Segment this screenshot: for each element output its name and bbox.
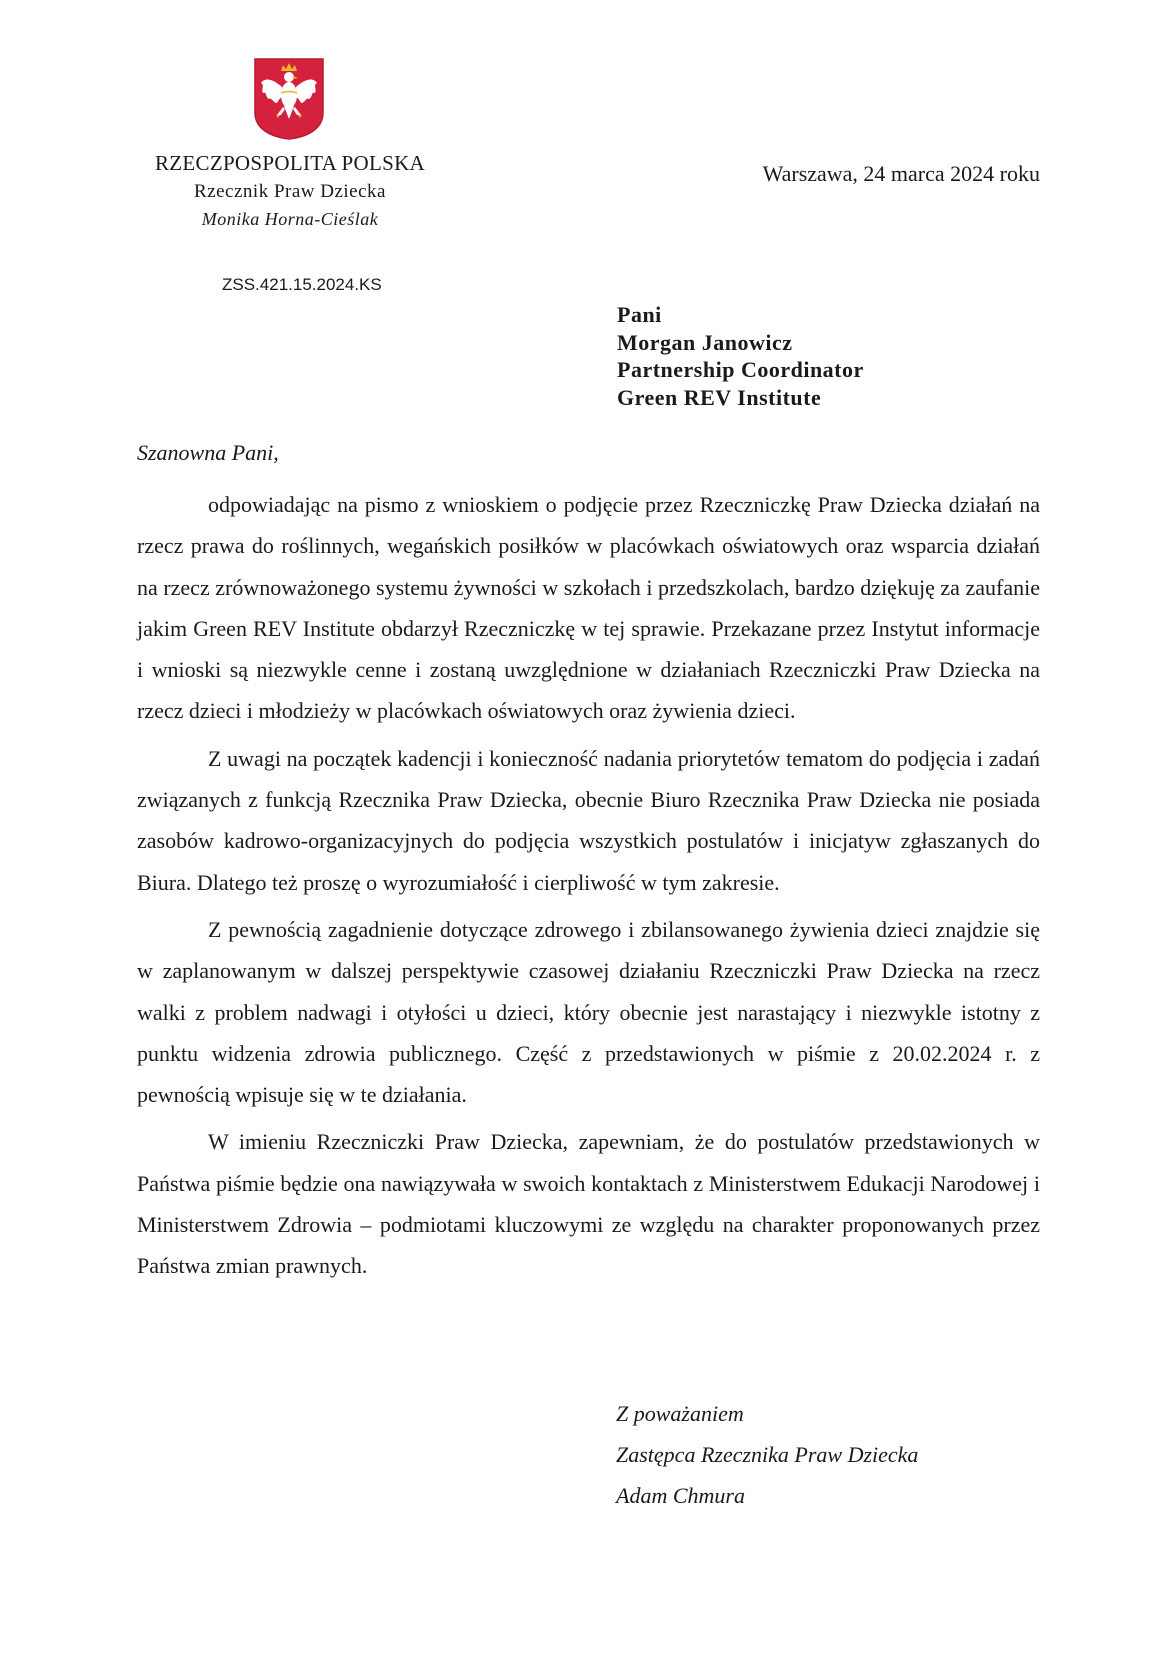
recipient-name: Morgan Janowicz — [617, 329, 793, 355]
recipient-position: Partnership Coordinator — [617, 357, 864, 382]
polish-eagle-emblem-icon — [253, 57, 325, 141]
letterhead-country: RZECZPOSPOLITA POLSKA — [154, 151, 426, 175]
recipient-title: Pani — [617, 302, 662, 327]
salutation: Szanowna Pani, — [137, 440, 279, 465]
signatory-title: Zastępca Rzecznika Praw Dziecka — [616, 1442, 919, 1467]
recipient-block — [617, 301, 864, 411]
closing-block — [616, 1393, 918, 1516]
letterhead-office: Rzecznik Praw Dziecka — [194, 181, 386, 202]
body-paragraph: odpowiadając na pismo z wnioskiem o podjęcie przez Rzeczniczkę Praw Dziecka działań na rzecz prawa do roślinnych, wegańskich posiłków w placówkach oświatowych oraz wsparcia działań na rzecz zrównoważonego systemu żywności w szkołach i przedszkolach, bardzo dziękuję za zaufanie jakim Green REV Institute obdarzył Rzeczniczkę w tej sprawie. Przekazane przez Instytut informacje i wnioski są niezwykle cenne i zostaną uwzględnione w działaniach Rzeczniczki Praw Dziecka na rzecz dzieci i młodzieży w placówkach oświatowych oraz żywienia dzieci. — [137, 492, 1040, 724]
body-paragraph: Z uwagi na początek kadencji i konieczność nadania priorytetów tematom do podjęcia i zadań związanych z funkcją Rzecznika Praw Dziecka, obecnie Biuro Rzecznika Praw Dziecka nie posiada zasobów kadrowo-organizacyjnych do podjęcia wszystkich postulatów i inicjatyw zgłaszanych do Biura. Dlatego też proszę o wyrozumiałość i cierpliwość w tym zakresie. — [137, 745, 1040, 895]
body-paragraph: Z pewnością zagadnienie dotyczące zdrowego i zbilansowanego żywienia dzieci znajdzie się w zaplanowanym w dalszej perspektywie czasowej działaniu Rzeczniczki Praw Dziecka na rzecz walki z problem nadwagi i otyłości u dzieci, który obecnie jest narastający i niezwykle istotny z punktu widzenia zdrowia publicznego. Część z przedstawionych w piśmie z 20.02.2024 r. z pewnością wpisuje się w te działania. — [137, 916, 1040, 1108]
closing-regards: Z poważaniem — [616, 1401, 744, 1426]
letterhead-person: Monika Horna-Cieślak — [201, 209, 379, 229]
place-and-date: Warszawa, 24 marca 2024 roku — [762, 161, 1040, 186]
body-paragraph: W imieniu Rzeczniczki Praw Dziecka, zapewniam, że do postulatów przedstawionych w Państwa piśmie będzie ona nawiązywała w swoich kontaktach z Ministerstwem Edukacji Narodowej i Ministerstwem Zdrowia – podmiotami kluczowymi ze względu na charakter proponowanych przez Państwa zmian prawnych. — [137, 1129, 1040, 1279]
letter-body — [137, 484, 1040, 1293]
reference-number: ZSS.421.15.2024.KS — [222, 275, 382, 294]
recipient-organization: Green REV Institute — [617, 384, 822, 410]
signatory-name: Adam Chmura — [616, 1483, 745, 1508]
